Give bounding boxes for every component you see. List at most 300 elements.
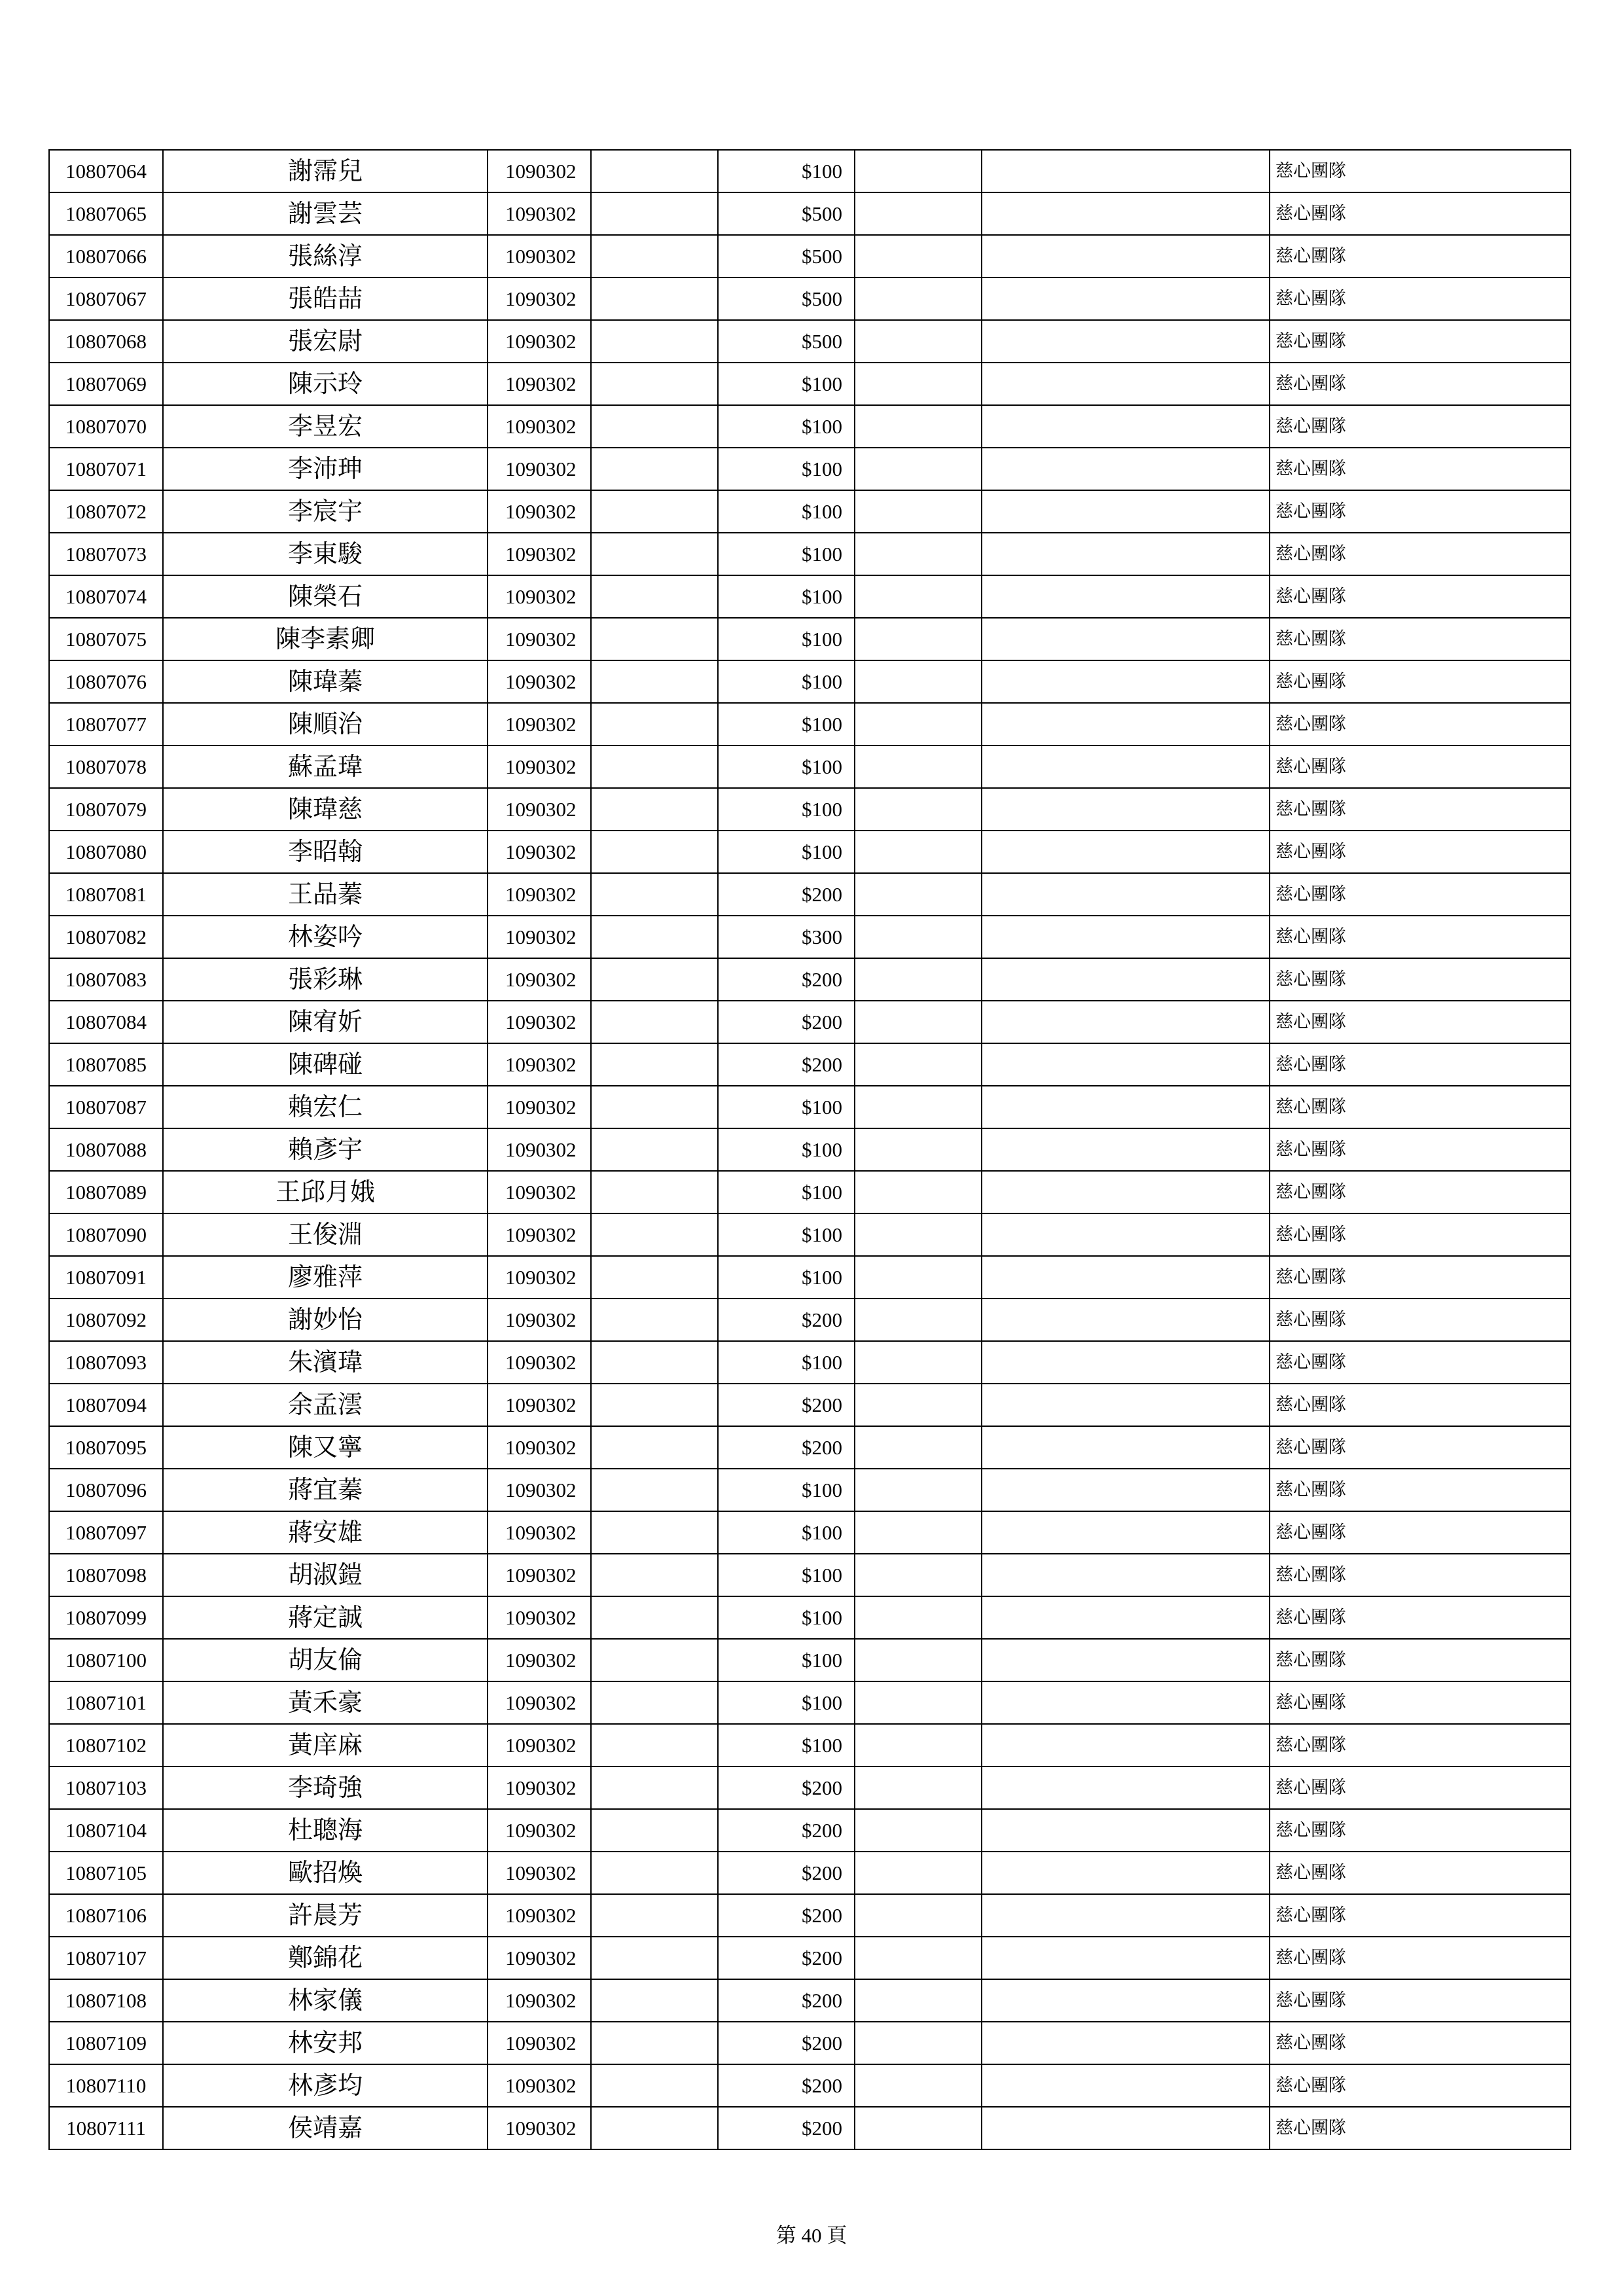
table-row [49,1979,1571,2022]
cell-blank [591,1086,718,1128]
cell-blank [591,575,718,618]
cell-team: 慈心團隊 [1270,831,1571,873]
cell-id: 10807087 [49,1086,163,1128]
cell-id: 10807073 [49,533,163,575]
table-row [49,2064,1571,2107]
cell-blank [982,1469,1270,1511]
cell-name: 蔣定誠 [163,1596,488,1639]
cell-date: 1090302 [488,1681,591,1724]
cell-team: 慈心團隊 [1270,745,1571,788]
cell-blank [982,448,1270,490]
cell-amount: $100 [718,405,855,448]
table-row [49,575,1571,618]
cell-date: 1090302 [488,1213,591,1256]
cell-team: 慈心團隊 [1270,1596,1571,1639]
cell-blank [855,448,982,490]
cell-amount: $200 [718,1299,855,1341]
table-row [49,278,1571,320]
cell-blank [855,1937,982,1979]
cell-amount: $100 [718,1469,855,1511]
cell-amount: $200 [718,1426,855,1469]
cell-blank [855,1511,982,1554]
cell-name: 謝雲芸 [163,192,488,235]
cell-team: 慈心團隊 [1270,916,1571,958]
cell-blank [591,1894,718,1937]
cell-team: 慈心團隊 [1270,1086,1571,1128]
table-row [49,1384,1571,1426]
cell-blank [855,958,982,1001]
cell-id: 10807104 [49,1809,163,1852]
table-row [49,660,1571,703]
cell-name: 蔣宜蓁 [163,1469,488,1511]
cell-team: 慈心團隊 [1270,1511,1571,1554]
cell-id: 10807091 [49,1256,163,1299]
cell-amount: $100 [718,150,855,192]
cell-amount: $200 [718,958,855,1001]
cell-date: 1090302 [488,278,591,320]
cell-blank [982,278,1270,320]
cell-name: 陳又寧 [163,1426,488,1469]
cell-name: 陳瑋慈 [163,788,488,831]
cell-blank [855,1086,982,1128]
cell-id: 10807069 [49,363,163,405]
cell-date: 1090302 [488,1128,591,1171]
cell-team: 慈心團隊 [1270,1852,1571,1894]
cell-blank [982,745,1270,788]
cell-name: 黃禾豪 [163,1681,488,1724]
table-row [49,1086,1571,1128]
cell-team: 慈心團隊 [1270,278,1571,320]
cell-name: 林姿吟 [163,916,488,958]
cell-id: 10807109 [49,2022,163,2064]
cell-amount: $200 [718,1894,855,1937]
cell-amount: $100 [718,1511,855,1554]
cell-blank [591,2022,718,2064]
cell-amount: $100 [718,618,855,660]
cell-id: 10807110 [49,2064,163,2107]
cell-blank [855,1043,982,1086]
cell-blank [855,873,982,916]
cell-amount: $500 [718,320,855,363]
cell-amount: $100 [718,1171,855,1213]
table-row [49,958,1571,1001]
cell-name: 李東駿 [163,533,488,575]
cell-blank [591,1809,718,1852]
cell-id: 10807072 [49,490,163,533]
cell-team: 慈心團隊 [1270,1809,1571,1852]
cell-blank [591,1384,718,1426]
cell-team: 慈心團隊 [1270,533,1571,575]
cell-date: 1090302 [488,490,591,533]
table-row [49,1256,1571,1299]
cell-id: 10807098 [49,1554,163,1596]
cell-blank [855,1001,982,1043]
cell-id: 10807076 [49,660,163,703]
table-row [49,2022,1571,2064]
cell-team: 慈心團隊 [1270,1128,1571,1171]
cell-team: 慈心團隊 [1270,448,1571,490]
cell-blank [591,1213,718,1256]
cell-blank [855,2022,982,2064]
cell-blank [855,320,982,363]
cell-amount: $300 [718,916,855,958]
cell-blank [982,150,1270,192]
cell-blank [591,405,718,448]
cell-blank [982,1426,1270,1469]
cell-date: 1090302 [488,1767,591,1809]
table-row [49,1809,1571,1852]
table-row [49,1128,1571,1171]
cell-blank [591,1299,718,1341]
cell-team: 慈心團隊 [1270,490,1571,533]
cell-id: 10807081 [49,873,163,916]
cell-amount: $200 [718,1043,855,1086]
cell-blank [855,1469,982,1511]
cell-blank [982,1043,1270,1086]
cell-blank [591,1554,718,1596]
table-row [49,618,1571,660]
table-row [49,788,1571,831]
cell-id: 10807068 [49,320,163,363]
cell-team: 慈心團隊 [1270,2107,1571,2149]
table-row [49,1681,1571,1724]
table-row [49,916,1571,958]
cell-blank [982,1894,1270,1937]
cell-date: 1090302 [488,1596,591,1639]
cell-team: 慈心團隊 [1270,1681,1571,1724]
table-row [49,873,1571,916]
cell-blank [855,575,982,618]
table-row [49,831,1571,873]
cell-blank [982,1554,1270,1596]
cell-blank [855,618,982,660]
cell-name: 李昱宏 [163,405,488,448]
cell-blank [591,363,718,405]
cell-team: 慈心團隊 [1270,1469,1571,1511]
cell-date: 1090302 [488,363,591,405]
cell-date: 1090302 [488,1299,591,1341]
cell-blank [591,320,718,363]
cell-id: 10807089 [49,1171,163,1213]
cell-amount: $100 [718,745,855,788]
table-row [49,1043,1571,1086]
donation-table [48,149,1571,2150]
cell-name: 胡淑鎧 [163,1554,488,1596]
cell-amount: $100 [718,703,855,745]
cell-amount: $100 [718,1341,855,1384]
cell-blank [982,192,1270,235]
cell-name: 許晨芳 [163,1894,488,1937]
table-row [49,1001,1571,1043]
cell-name: 賴彥宇 [163,1128,488,1171]
cell-name: 張宏尉 [163,320,488,363]
cell-blank [982,1511,1270,1554]
table-row [49,1724,1571,1767]
cell-blank [855,1213,982,1256]
cell-id: 10807106 [49,1894,163,1937]
cell-team: 慈心團隊 [1270,1554,1571,1596]
cell-blank [855,1426,982,1469]
cell-blank [591,745,718,788]
table-row [49,1426,1571,1469]
cell-name: 李琦強 [163,1767,488,1809]
table-row [49,320,1571,363]
cell-id: 10807096 [49,1469,163,1511]
cell-team: 慈心團隊 [1270,150,1571,192]
cell-blank [855,490,982,533]
table-row [49,1299,1571,1341]
cell-blank [982,831,1270,873]
cell-date: 1090302 [488,1001,591,1043]
cell-blank [982,1852,1270,1894]
cell-blank [855,1341,982,1384]
cell-blank [591,278,718,320]
cell-blank [982,2064,1270,2107]
cell-amount: $100 [718,490,855,533]
cell-date: 1090302 [488,1426,591,1469]
table-row [49,703,1571,745]
cell-id: 10807065 [49,192,163,235]
cell-blank [591,1937,718,1979]
cell-date: 1090302 [488,1852,591,1894]
cell-team: 慈心團隊 [1270,1341,1571,1384]
table-row [49,1937,1571,1979]
cell-blank [591,1128,718,1171]
cell-date: 1090302 [488,745,591,788]
cell-name: 陳榮石 [163,575,488,618]
table-row [49,1554,1571,1596]
cell-blank [855,1852,982,1894]
cell-name: 林家儀 [163,1979,488,2022]
cell-date: 1090302 [488,533,591,575]
table-row [49,490,1571,533]
cell-blank [591,1767,718,1809]
cell-name: 林安邦 [163,2022,488,2064]
cell-blank [982,363,1270,405]
cell-blank [855,2064,982,2107]
cell-id: 10807080 [49,831,163,873]
cell-blank [982,1809,1270,1852]
cell-blank [855,363,982,405]
cell-id: 10807071 [49,448,163,490]
table-row [49,1171,1571,1213]
cell-blank [591,533,718,575]
cell-blank [591,703,718,745]
cell-date: 1090302 [488,1043,591,1086]
cell-date: 1090302 [488,575,591,618]
table-row [49,1213,1571,1256]
cell-amount: $100 [718,1681,855,1724]
table-row [49,363,1571,405]
cell-blank [855,1724,982,1767]
cell-amount: $200 [718,2107,855,2149]
cell-name: 蔣安雄 [163,1511,488,1554]
cell-name: 鄭錦花 [163,1937,488,1979]
cell-id: 10807074 [49,575,163,618]
cell-id: 10807093 [49,1341,163,1384]
cell-amount: $100 [718,533,855,575]
cell-amount: $100 [718,831,855,873]
cell-blank [982,1767,1270,1809]
cell-id: 10807100 [49,1639,163,1681]
cell-blank [591,1724,718,1767]
cell-name: 王品蓁 [163,873,488,916]
cell-blank [982,1384,1270,1426]
cell-team: 慈心團隊 [1270,788,1571,831]
cell-name: 黃庠麻 [163,1724,488,1767]
table-row [49,1469,1571,1511]
cell-blank [855,192,982,235]
cell-amount: $100 [718,1596,855,1639]
cell-blank [591,1043,718,1086]
cell-date: 1090302 [488,1171,591,1213]
table-row [49,1852,1571,1894]
cell-name: 謝霈兒 [163,150,488,192]
table-row [49,1596,1571,1639]
cell-blank [591,1426,718,1469]
cell-blank [982,1256,1270,1299]
cell-blank [855,1809,982,1852]
cell-date: 1090302 [488,1086,591,1128]
cell-blank [591,448,718,490]
cell-blank [855,235,982,278]
cell-date: 1090302 [488,660,591,703]
cell-date: 1090302 [488,618,591,660]
cell-amount: $100 [718,1724,855,1767]
cell-team: 慈心團隊 [1270,1384,1571,1426]
cell-blank [982,320,1270,363]
cell-date: 1090302 [488,2022,591,2064]
cell-amount: $100 [718,660,855,703]
cell-name: 陳碑碰 [163,1043,488,1086]
cell-name: 李昭翰 [163,831,488,873]
cell-team: 慈心團隊 [1270,1299,1571,1341]
cell-id: 10807107 [49,1937,163,1979]
cell-name: 陳示玲 [163,363,488,405]
cell-team: 慈心團隊 [1270,1724,1571,1767]
cell-blank [591,916,718,958]
cell-date: 1090302 [488,1554,591,1596]
cell-id: 10807079 [49,788,163,831]
cell-team: 慈心團隊 [1270,1213,1571,1256]
cell-blank [982,958,1270,1001]
cell-date: 1090302 [488,1937,591,1979]
cell-blank [855,405,982,448]
cell-id: 10807070 [49,405,163,448]
cell-blank [855,1128,982,1171]
cell-team: 慈心團隊 [1270,1426,1571,1469]
cell-id: 10807088 [49,1128,163,1171]
cell-team: 慈心團隊 [1270,1767,1571,1809]
cell-blank [591,1596,718,1639]
cell-name: 李宸宇 [163,490,488,533]
cell-date: 1090302 [488,150,591,192]
cell-amount: $100 [718,788,855,831]
cell-blank [982,1299,1270,1341]
cell-blank [982,533,1270,575]
cell-amount: $200 [718,2022,855,2064]
cell-amount: $200 [718,1001,855,1043]
cell-team: 慈心團隊 [1270,320,1571,363]
cell-blank [591,2064,718,2107]
cell-blank [855,745,982,788]
cell-id: 10807090 [49,1213,163,1256]
table-row [49,1511,1571,1554]
cell-team: 慈心團隊 [1270,235,1571,278]
table-row [49,533,1571,575]
cell-blank [591,788,718,831]
cell-blank [591,618,718,660]
cell-blank [982,1128,1270,1171]
cell-name: 王俊淵 [163,1213,488,1256]
cell-blank [855,2107,982,2149]
cell-blank [982,2022,1270,2064]
cell-blank [591,1001,718,1043]
cell-blank [591,2107,718,2149]
cell-blank [591,1681,718,1724]
cell-name: 余孟澐 [163,1384,488,1426]
cell-id: 10807083 [49,958,163,1001]
cell-team: 慈心團隊 [1270,1937,1571,1979]
cell-blank [855,1299,982,1341]
cell-blank [855,916,982,958]
cell-blank [591,1511,718,1554]
cell-team: 慈心團隊 [1270,1639,1571,1681]
cell-blank [855,831,982,873]
cell-amount: $200 [718,1979,855,2022]
cell-date: 1090302 [488,1979,591,2022]
cell-blank [591,1341,718,1384]
cell-name: 張彩琳 [163,958,488,1001]
cell-name: 侯靖嘉 [163,2107,488,2149]
cell-id: 10807111 [49,2107,163,2149]
cell-date: 1090302 [488,1809,591,1852]
cell-name: 陳李素卿 [163,618,488,660]
table-row [49,745,1571,788]
cell-team: 慈心團隊 [1270,1001,1571,1043]
cell-id: 10807108 [49,1979,163,2022]
cell-team: 慈心團隊 [1270,660,1571,703]
table-row [49,192,1571,235]
cell-amount: $100 [718,1086,855,1128]
cell-date: 1090302 [488,958,591,1001]
cell-blank [591,1852,718,1894]
cell-id: 10807082 [49,916,163,958]
cell-blank [855,533,982,575]
cell-blank [982,1979,1270,2022]
cell-team: 慈心團隊 [1270,1171,1571,1213]
cell-blank [591,1639,718,1681]
cell-name: 陳順治 [163,703,488,745]
cell-date: 1090302 [488,831,591,873]
cell-blank [855,1979,982,2022]
cell-amount: $100 [718,363,855,405]
cell-id: 10807064 [49,150,163,192]
cell-name: 蘇孟瑋 [163,745,488,788]
cell-team: 慈心團隊 [1270,192,1571,235]
cell-blank [591,1469,718,1511]
cell-id: 10807092 [49,1299,163,1341]
cell-amount: $100 [718,1256,855,1299]
cell-team: 慈心團隊 [1270,1043,1571,1086]
cell-date: 1090302 [488,405,591,448]
cell-date: 1090302 [488,1511,591,1554]
cell-id: 10807097 [49,1511,163,1554]
cell-blank [982,235,1270,278]
cell-date: 1090302 [488,1469,591,1511]
cell-date: 1090302 [488,1639,591,1681]
cell-amount: $200 [718,1937,855,1979]
